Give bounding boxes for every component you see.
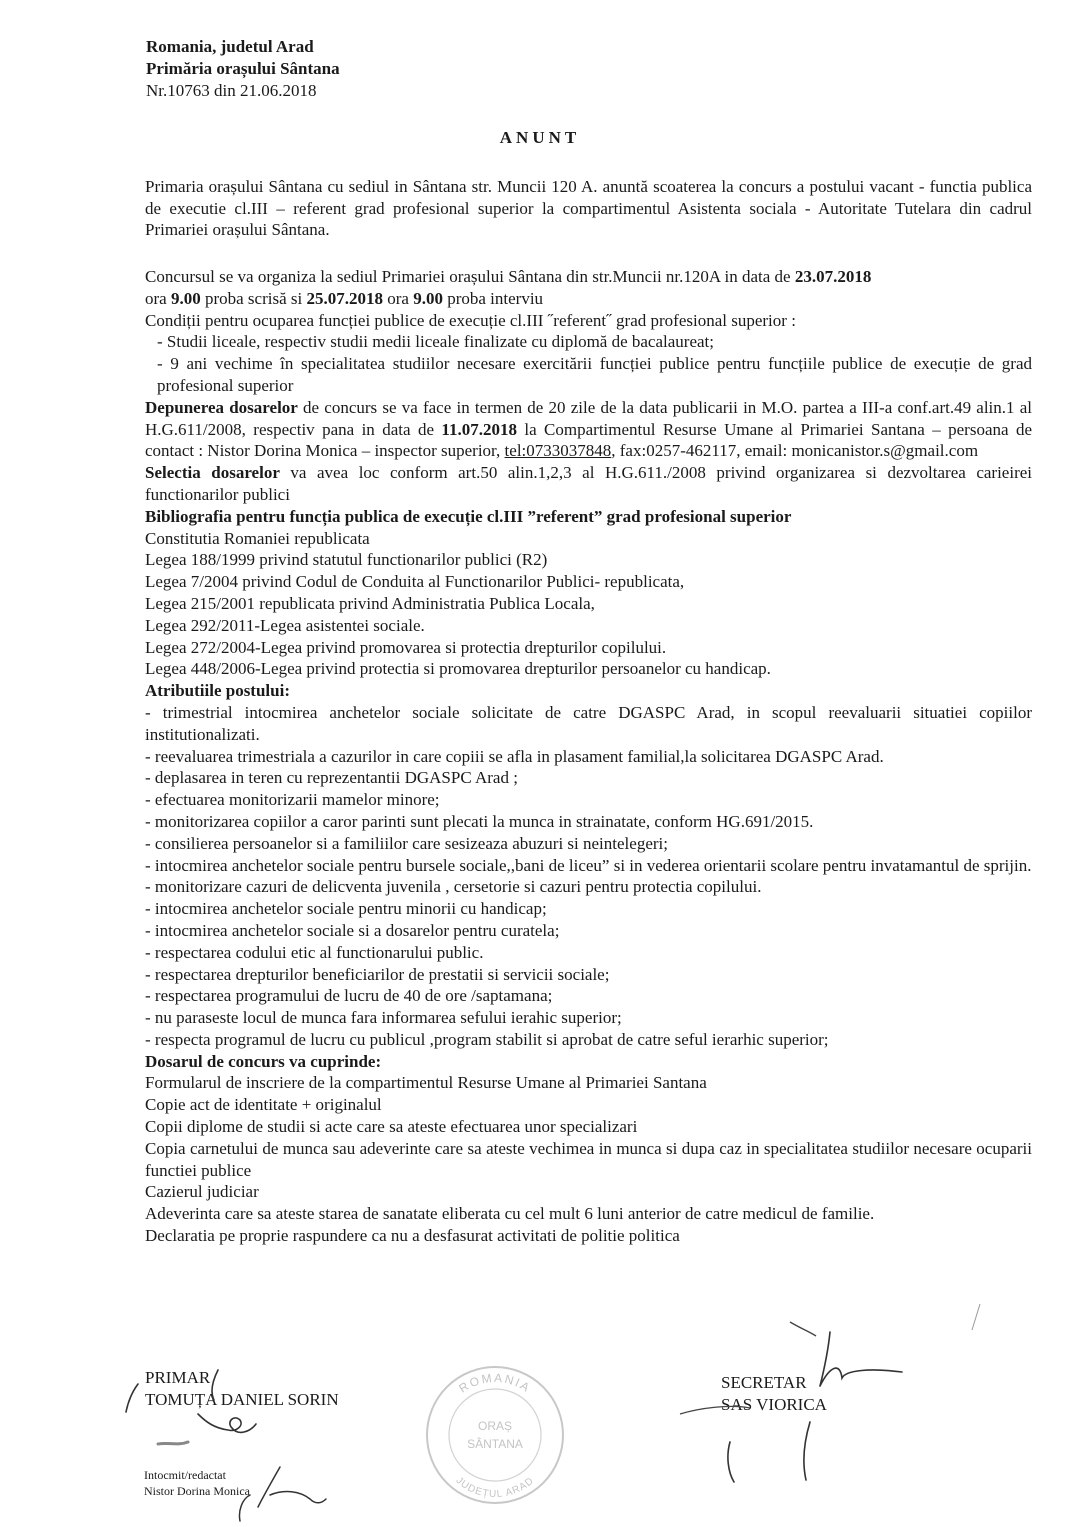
secretary-title: SECRETAR (721, 1373, 807, 1392)
bibliografia-item: Legea 272/2004-Legea privind promovarea si protectia drepturilor copilului. (145, 637, 667, 657)
atributii-item: - deplasarea in teren cu reprezentantii DGASPC Arad ; (145, 768, 518, 788)
atributii-item: - respectarea codului etic al functionarului public. (145, 942, 484, 962)
interview-date: 25.07.2018 (306, 288, 383, 308)
svg-text:JUDEȚUL ARAD: JUDEȚUL ARAD (453, 1475, 537, 1501)
registration-number: Nr.10763 din 21.06.2018 (146, 81, 317, 100)
svg-text:ROMANIA: ROMANIA (456, 1370, 534, 1396)
atributii-item: - intocmirea anchetelor sociale pentru bursele sociale,,bani de liceu” si in vederea orientarii scolare pentru invatamantul de sprijin. (145, 855, 1032, 875)
bibliografia-item: Legea 448/2006-Legea privind protectia si promovarea drepturilor persoanelor cu handicap. (145, 659, 771, 679)
dosarul-item: Copii diplome de studii si acte care sa ateste efectuarea unor specializari (145, 1117, 638, 1137)
secretary-name: SAS VIORICA (721, 1395, 827, 1414)
selectia-label: Selectia dosarelor (145, 463, 280, 483)
intro-paragraph: Primaria orașului Sântana cu sediul in Sântana str. Muncii 120 A. anuntă scoaterea la concurs a postului vacant - functia publica de executie cl.III – referent grad profesional superior la compartimentul Asistenta sociala - Autoritate Tutelara din cadrul Primariei orașului Sântana. (145, 177, 1032, 239)
interview-time: 9.00 (413, 288, 443, 308)
conditii-item: - Studii liceale, respectiv studii medii liceale finalizate cu diplomă de bacalaureat; (157, 332, 714, 352)
county-line: Romania, judetul Arad (146, 37, 314, 56)
depunere-label: Depunerea dosarelor (145, 397, 298, 417)
issuer-header (146, 36, 340, 102)
dosarul-item: Copia carnetului de munca sau adeverinte care sa ateste vechimea in munca si dupa caz in specialitatea studiilor necesare ocuparii functiei publice (145, 1138, 1032, 1180)
dosarul-item: Formularul de inscriere de la compartimentul Resurse Umane al Primariei Santana (145, 1073, 707, 1093)
atributii-item: - monitorizare cazuri de delicventa juvenila , cersetorie si cazuri pentru protectia copilului. (145, 877, 762, 897)
concurs-paragraph: Concursul se va organiza la sediul Primariei orașului Sântana din str.Muncii nr.120A in data de 23.07.2018 ora 9.00 proba scrisă si 25.07.2018 ora 9.00 proba interviu (145, 267, 872, 308)
bibliografia-item: Legea 188/1999 privind statutul functionarilor publici (R2) (145, 550, 548, 570)
svg-text:SÂNTANA: SÂNTANA (467, 1437, 523, 1451)
atributii-item: - respectarea drepturilor beneficiarilor de prestatii si servicii sociale; (145, 964, 610, 984)
mayor-name: TOMUȚA DANIEL SORIN (145, 1390, 339, 1409)
dosarul-item: Adeverinta care sa ateste starea de sanatate eliberata cu cel mult 6 luni anterior de catre medicul de familie. (145, 1204, 875, 1224)
atributii-heading: Atributiile postului: (145, 681, 290, 701)
atributii-item: - consilierea persoanelor si a familiilor care sesizeaza abuzuri si neintelegeri; (145, 833, 668, 853)
bibliografia-heading: Bibliografia pentru funcția publica de execuție cl.III ”referent” grad profesional superior (145, 506, 792, 526)
drafted-by-label: Intocmit/redactat (144, 1468, 226, 1482)
mayor-title: PRIMAR (145, 1368, 211, 1387)
written-exam-date: 23.07.2018 (794, 267, 872, 286)
bibliografia-item: Constitutia Romaniei republicata (145, 528, 370, 548)
dosarul-item: Cazierul judiciar (145, 1182, 259, 1202)
secretary-handwritten-signature (670, 1322, 910, 1502)
document-title: ANUNT (499, 128, 581, 147)
dosarul-item: Declaratia pe proprie raspundere ca nu a desfasurat activitati de politie politica (145, 1226, 680, 1246)
atributii-item: - trimestrial intocmirea anchetelor sociale solicitate de catre DGASPC Arad, in scopul reevaluarii situatiei copiilor institutionalizati. (145, 702, 1032, 744)
atributii-item: - respecta programul de lucru cu publicul ,program stabilit si aprobat de catre seful ierarhic superior; (145, 1029, 829, 1049)
bibliografia-item: Legea 292/2011-Legea asistentei sociale. (145, 615, 425, 635)
atributii-item: - efectuarea monitorizarii mamelor minore; (145, 790, 440, 810)
dosarul-item: Copie act de identitate + originalul (145, 1095, 382, 1115)
atributii-item: - monitorizarea copiilor a caror parinti sunt plecati la munca in strainatate, conform HG.691/2015. (145, 811, 814, 831)
bibliografia-item: Legea 215/2001 republicata privind Administratia Publica Locala, (145, 593, 595, 613)
deadline-date: 11.07.2018 (441, 419, 517, 439)
written-exam-time: 9.00 (170, 288, 201, 308)
atributii-item: - nu paraseste locul de munca fara informarea sefului ierahic superior; (145, 1008, 622, 1028)
official-stamp (420, 1360, 570, 1510)
phone-link[interactable]: tel:0733037848 (504, 441, 612, 461)
announcement-body (145, 266, 1032, 1247)
atributii-item: - intocmirea anchetelor sociale pentru minorii cu handicap; (145, 899, 547, 919)
selectia-paragraph: Selectia dosarelor va avea loc conform art.50 alin.1,2,3 al H.G.611./2008 privind organizarea si dezvoltarea carieirei functionarilor publici (145, 463, 1033, 504)
drafter-handwritten-signature (230, 1455, 340, 1527)
conditii-item: - 9 ani vechime în specialitatea studiilor necesare exercitării funcției publice pentru funcțiile publice de execuție de grad profesional superior (157, 354, 1032, 395)
svg-text:ORAȘ: ORAȘ (477, 1419, 513, 1433)
institution-line: Primăria orașului Sântana (146, 59, 340, 78)
drafted-by-name: Nistor Dorina Monica (144, 1484, 250, 1498)
mayor-handwritten-signature (118, 1362, 278, 1452)
atributii-item: - reevaluarea trimestriala a cazurilor in care copiii se afla in plasament familial,la solicitarea DGASPC Arad. (145, 746, 884, 766)
conditii-heading: Condiții pentru ocuparea funcției publice de execuție cl.III ˝referent˝ grad profesional superior : (145, 310, 796, 330)
signature-mark (960, 1300, 990, 1360)
dosarul-heading: Dosarul de concurs va cuprinde: (145, 1051, 382, 1071)
bibliografia-item: Legea 7/2004 privind Codul de Conduita al Functionarilor Publici- republicata, (145, 572, 685, 592)
atributii-item: - intocmirea anchetelor sociale si a dosarelor pentru curatela; (145, 920, 560, 940)
depunere-paragraph: Depunerea dosarelor de concurs se va face in termen de 20 zile de la data publicarii in M.O. partea a III-a conf.art.49 alin.1 al H.G.611/2008, respectiv pana in data de 11.07.2018 la Compartimentul Resurse Umane al Primariei Santana – persoana de contact : Nistor Dorina Monica – inspector superior, tel:0733037848, fax:0257-462117, email: monicanistor.s@gmail.com (145, 397, 1032, 461)
atributii-item: - respectarea programului de lucru de 40 de ore /saptamana; (145, 986, 553, 1006)
